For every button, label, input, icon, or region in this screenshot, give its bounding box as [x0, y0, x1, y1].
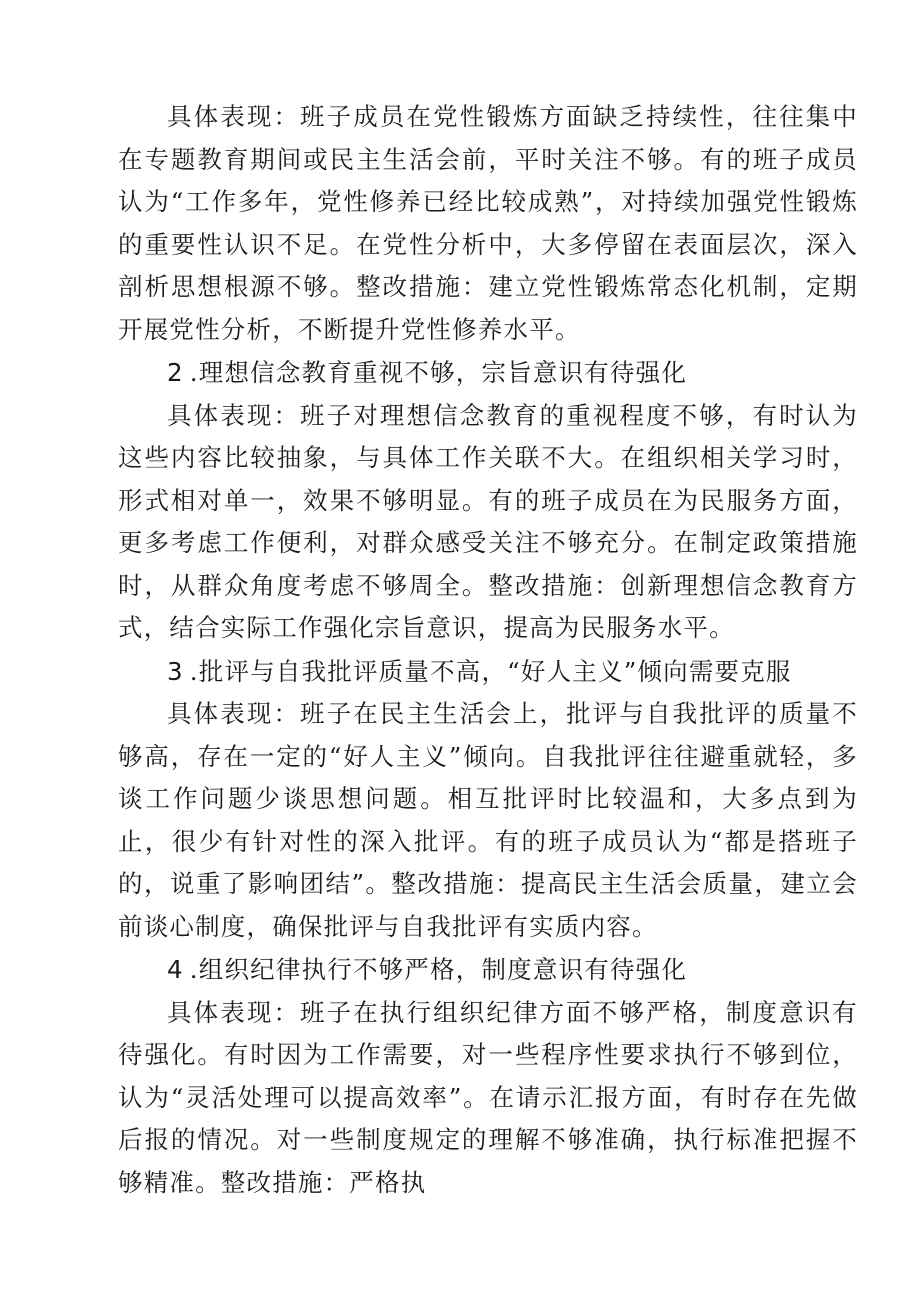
- section-heading-2: [118, 352, 858, 395]
- paragraph-party-spirit-training: 具体表现：班子成员在党性锻炼方面缺乏持续性，往往集中在专题教育期间或民主生活会前，平时关注不够。有的班子成员认为“工作多年，党性修养已经比较成熟”，对持续加强党性锻炼的重要性认识不足。在党性分析中，大多停留在表面层次，深入剖析思想根源不够。整改措施：建立党性锻炼常态化机制，定期开展党性分析，不断提升党性修养水平。: [118, 102, 858, 344]
- section-title: .批评与自我批评质量不高，“好人主义”倾向需要克服: [189, 656, 792, 686]
- paragraph-organizational-discipline: 具体表现：班子在执行组织纪律方面不够严格，制度意识有待强化。有时因为工作需要，对一些程序性要求执行不够到位，认为“灵活处理可以提高效率”。在请示汇报方面，有时存在先做后报的情况。对一些制度规定的理解不够准确，执行标准把握不够精准。整改措施：严格执: [118, 997, 858, 1197]
- section-number: 3: [167, 656, 184, 686]
- paragraph-criticism-quality: 具体表现：班子在民主生活会上，批评与自我批评的质量不够高，存在一定的“好人主义”倾向。自我批评往往避重就轻，多谈工作问题少谈思想问题。相互批评时比较温和，大多点到为止，很少有针对性的深入批评。有的班子成员认为“都是搭班子的，说重了影响团结”。整改措施：提高民主生活会质量，建立会前谈心制度，确保批评与自我批评有实质内容。: [118, 699, 858, 941]
- section-title: .组织纪律执行不够严格，制度意识有待强化: [189, 955, 688, 984]
- section-heading-3: [118, 651, 858, 694]
- section-number: 4: [167, 955, 184, 984]
- section-heading-4: [118, 949, 858, 992]
- section-title: .理想信念教育重视不够，宗旨意识有待强化: [189, 358, 688, 387]
- document-body: [118, 96, 858, 1204]
- paragraph-ideals-education: 具体表现：班子对理想信念教育的重视程度不够，有时认为这些内容比较抽象，与具体工作关联不大。在组织相关学习时，形式相对单一，效果不够明显。有的班子成员在为民服务方面，更多考虑工作便利，对群众感受关注不够充分。在制定政策措施时，从群众角度考虑不够周全。整改措施：创新理想信念教育方式，结合实际工作强化宗旨意识，提高为民服务水平。: [118, 400, 858, 642]
- section-number: 2: [167, 358, 184, 387]
